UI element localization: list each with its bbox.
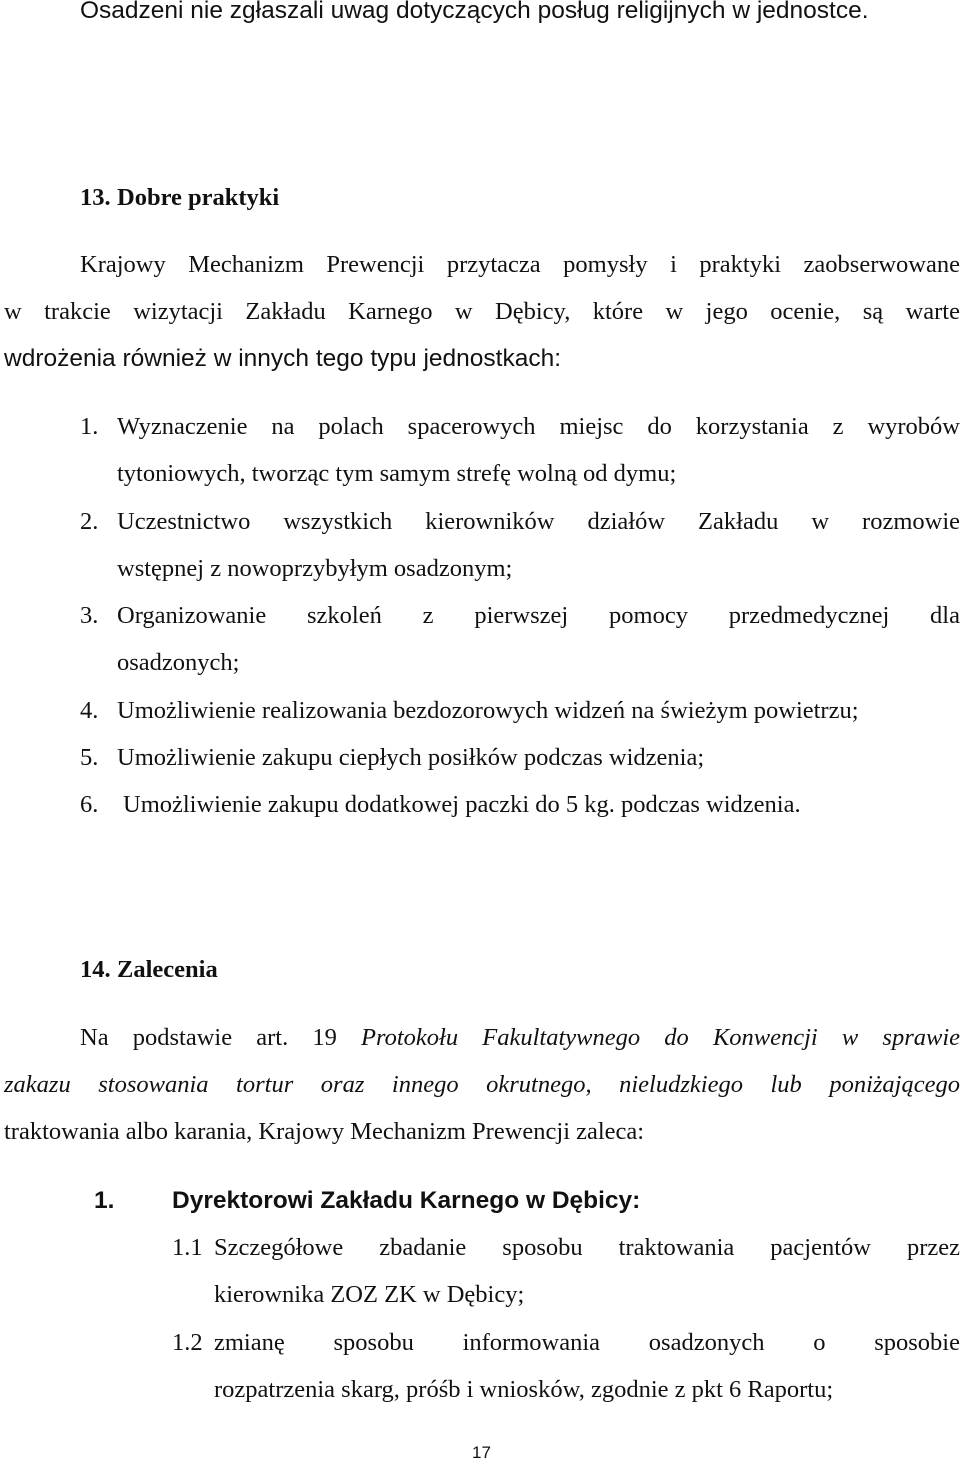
recommendation-1-2-line-2: rozpatrzenia skarg, próśb i wniosków, zgodnie z pkt 6 Raportu; [214, 1376, 834, 1403]
section-14-number: 14. [80, 956, 111, 983]
intro-text: Osadzeni nie zgłaszali uwag dotyczących posług religijnych w jednostce. [80, 0, 869, 24]
practice-2-line-2: wstępnej z nowoprzybyłym osadzonym; [117, 555, 513, 582]
recommendation-1-2-number: 1.2 [172, 1329, 203, 1356]
practice-6-line-1: Umożliwienie zakupu dodatkowej paczki do 5 kg. podczas widzenia. [123, 791, 801, 818]
practice-1-number: 1. [80, 413, 99, 440]
section-14-title: Zalecenia [117, 956, 218, 983]
practice-4-number: 4. [80, 697, 99, 724]
practice-4-line-1: Umożliwienie realizowania bezdozorowych widzeń na świeżym powietrzu; [117, 697, 859, 724]
practice-5-line-1: Umożliwienie zakupu ciepłych posiłków podczas widzenia; [117, 744, 705, 771]
section-13-title: Dobre praktyki [117, 184, 280, 211]
section-13-para-line-3: wdrożenia również w innych tego typu jednostkach: [4, 345, 562, 372]
recommendation-1-1-number: 1.1 [172, 1234, 203, 1261]
recommendation-1-title: Dyrektorowi Zakładu Karnego w Dębicy: [172, 1187, 641, 1214]
practice-1-line-1: Wyznaczenie na polach spacerowych miejsc do korzystania z wyrobów [117, 413, 960, 440]
practice-5-number: 5. [80, 744, 99, 771]
practice-1-line-2: tytoniowych, tworząc tym samym strefę wolną od dymu; [117, 460, 677, 487]
section-13-para-line-2: w trakcie wizytacji Zakładu Karnego w Dębicy, które w jego ocenie, są warte [4, 298, 960, 325]
practice-3-line-1: Organizowanie szkoleń z pierwszej pomocy przedmedycznej dla [117, 602, 960, 629]
practice-6-number: 6. [80, 791, 99, 818]
recommendation-1-1-line-1: Szczegółowe zbadanie sposobu traktowania pacjentów przez [214, 1234, 960, 1261]
section-13-number: 13. [80, 184, 111, 211]
page-number: 17 [472, 1443, 491, 1462]
section-14-para-line-2: zakazu stosowania tortur oraz innego okrutnego, nieludzkiego lub poniżającego [4, 1071, 960, 1098]
practice-3-line-2: osadzonych; [117, 649, 240, 676]
practice-2-line-1: Uczestnictwo wszystkich kierowników działów Zakładu w rozmowie [117, 508, 960, 535]
recommendation-1-1-line-2: kierownika ZOZ ZK w Dębicy; [214, 1281, 525, 1308]
recommendation-1-2-line-1: zmianę sposobu informowania osadzonych o sposobie [214, 1329, 960, 1356]
section-13-para-line-1: Krajowy Mechanizm Prewencji przytacza pomysły i praktyki zaobserwowane [80, 251, 960, 278]
section-14-para-line-3: traktowania albo karania, Krajowy Mechanizm Prewencji zaleca: [4, 1118, 645, 1145]
section-14-para-line-1: Na podstawie art. 19 Protokołu Fakultatywnego do Konwencji w sprawie [80, 1024, 960, 1051]
recommendation-1-number: 1. [94, 1187, 115, 1214]
practice-2-number: 2. [80, 508, 99, 535]
practice-3-number: 3. [80, 602, 99, 629]
